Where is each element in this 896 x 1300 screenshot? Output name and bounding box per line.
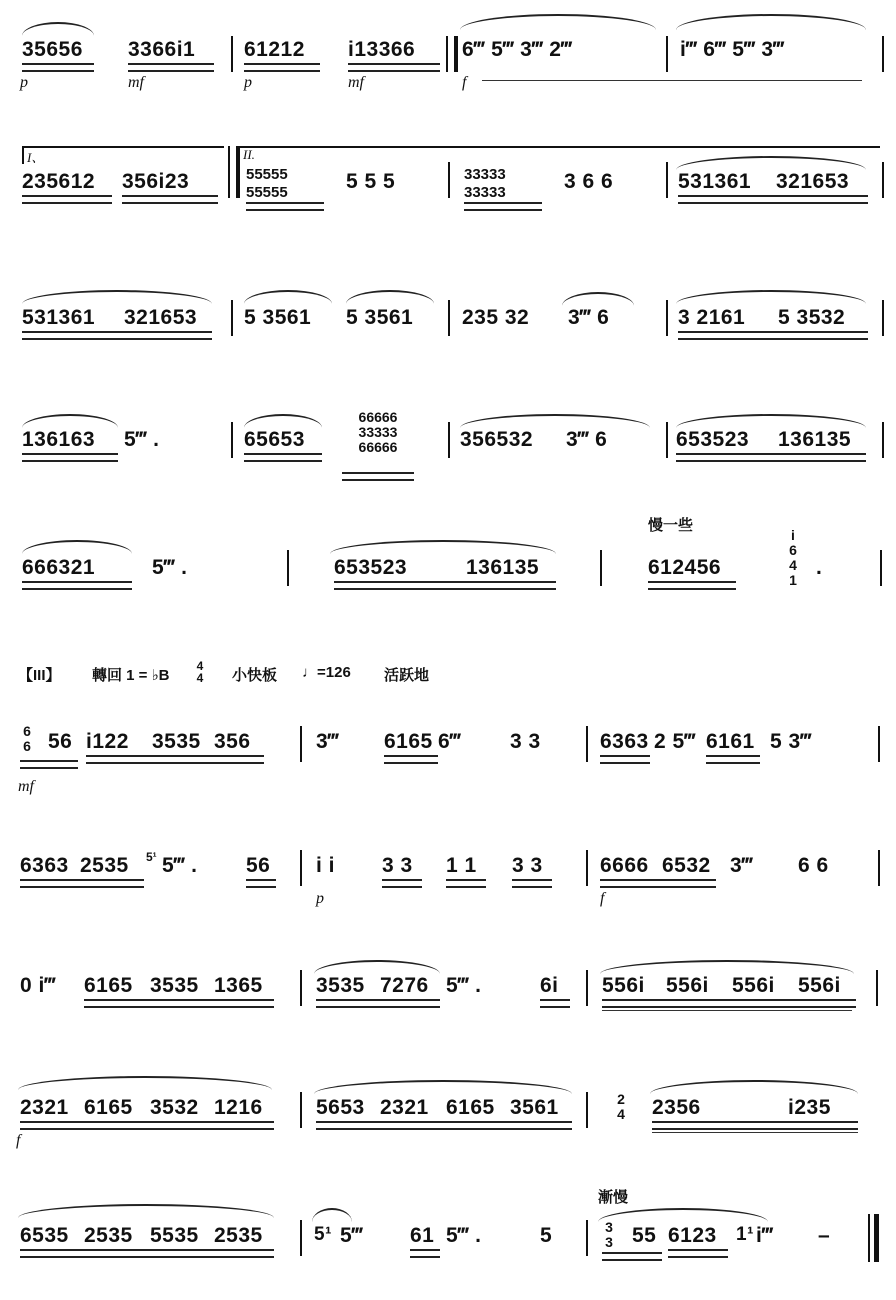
slur (598, 1208, 768, 1222)
barline (882, 36, 884, 72)
dynamic-f: f (600, 890, 605, 907)
chord-note: 3 (605, 1219, 613, 1235)
time-denominator: 4 (617, 1106, 625, 1122)
chord-note: i (791, 527, 795, 543)
volta-first: I、 (22, 146, 224, 164)
note-group: 653523 (334, 556, 408, 579)
note-group: 3535 (316, 974, 365, 997)
note-group: i‴ (756, 1224, 773, 1247)
note-group: 5 3561 (346, 306, 414, 329)
barline (231, 36, 233, 72)
beam (410, 1249, 440, 1258)
note-group: 5535 (150, 1224, 199, 1247)
dynamic-mf: mf (18, 778, 34, 795)
note-group: 5 3532 (778, 306, 846, 329)
note-group: 33333 (464, 184, 506, 201)
note-group: 6‴ (438, 730, 461, 753)
staff-row-6 (0, 712, 896, 795)
beam (22, 581, 132, 590)
note-group: 666321 (22, 556, 96, 579)
barline (880, 550, 882, 586)
note-group: 2 5‴ (654, 730, 696, 753)
barline (666, 36, 668, 72)
note-group: 6165 (84, 974, 133, 997)
note-group: 6363 (600, 730, 649, 753)
tempo-slower: 慢一些 (648, 517, 694, 534)
slur (314, 960, 440, 974)
note-group: 6‴ 5‴ 3‴ 2‴ (462, 38, 572, 61)
tempo-term: 小快板 (232, 667, 278, 684)
beam (20, 760, 78, 769)
beam (122, 195, 218, 204)
beam (602, 1252, 662, 1261)
note-group: 55555 (246, 166, 288, 183)
note-group: 6123 (668, 1224, 717, 1247)
barline (878, 850, 880, 886)
slur (18, 1076, 272, 1090)
chord-mid: 33333 (358, 424, 398, 440)
beam (382, 879, 422, 888)
note-group: 5 (540, 1224, 553, 1247)
note-group: 6532 (662, 854, 711, 877)
note-group: 556i (602, 974, 645, 997)
chord-note: 6 (789, 542, 797, 558)
note-group: 3561 (510, 1096, 559, 1119)
note-group: 6666 (600, 854, 649, 877)
note-group: 2321 (380, 1096, 429, 1119)
beam (22, 63, 94, 72)
chord-note: 1 (789, 572, 797, 588)
staff-row-7 (0, 836, 896, 916)
barline (287, 550, 289, 586)
beam (540, 999, 570, 1008)
repeat-start (446, 36, 458, 72)
beam (334, 581, 556, 590)
beam (600, 755, 650, 764)
time-denominator: 4 (196, 671, 204, 685)
slur (22, 290, 212, 304)
time-signature (614, 1092, 628, 1122)
barline (300, 1220, 302, 1256)
beam (244, 63, 320, 72)
note-group: 5‴ (340, 1224, 363, 1247)
beam (84, 999, 274, 1008)
dynamic-f: f (16, 1132, 21, 1149)
slur (562, 292, 634, 306)
beam (678, 331, 868, 340)
note-group: 3‴ (730, 854, 753, 877)
note-group: i122 (86, 730, 129, 753)
slur (330, 540, 556, 554)
dynamic-p: p (20, 74, 28, 91)
beam (244, 453, 322, 462)
slur (244, 414, 322, 428)
note-group: 5‴ . (124, 428, 160, 451)
beam (648, 581, 736, 590)
staff-row-5 (0, 517, 896, 600)
beam (86, 755, 264, 764)
slur (346, 290, 434, 304)
slur (460, 14, 656, 30)
final-barline-thick (874, 1214, 879, 1262)
beam (316, 1121, 572, 1130)
note-group: 556i (666, 974, 709, 997)
chord-bottom: 66666 (358, 439, 398, 455)
note-group: 2535 (80, 854, 129, 877)
barline (231, 422, 233, 458)
note-group: 1216 (214, 1096, 263, 1119)
note-group: 3 3 (512, 854, 543, 877)
note-group: 1365 (214, 974, 263, 997)
chord-note: 3 (605, 1234, 613, 1250)
note-group: 6i (540, 974, 559, 997)
note-group: i235 (788, 1096, 831, 1119)
chord-stack (20, 724, 34, 754)
note-group: 556i (798, 974, 841, 997)
barline (586, 970, 588, 1006)
expression-mark: 活跃地 (384, 667, 430, 684)
note-group: 3535 (150, 974, 199, 997)
note-group: 5 5 5 (346, 170, 396, 193)
note-group: 6363 (20, 854, 69, 877)
note-group: i‴ 6‴ 5‴ 3‴ (680, 38, 785, 61)
note-group: 531361 (678, 170, 752, 193)
key-change: 轉回 1 = ♭B (92, 667, 170, 684)
note-group: 7276 (380, 974, 429, 997)
beam (246, 879, 276, 888)
barline (666, 162, 668, 198)
chord-note: 6 (23, 723, 31, 739)
note-group: 3 3 (382, 854, 413, 877)
barline (882, 422, 884, 458)
slur (676, 290, 866, 304)
staff-row-10 (0, 1186, 896, 1286)
chord-note: 6 (23, 738, 31, 754)
note-group: 321653 (776, 170, 850, 193)
beam (22, 331, 212, 340)
slur (22, 540, 132, 554)
staff-row-1 (0, 20, 896, 100)
tempo-ritard: 漸慢 (598, 1189, 629, 1206)
note-group: 55 (632, 1224, 657, 1247)
note-group: 61 (410, 1224, 435, 1247)
slur (676, 14, 866, 30)
note-group: 5¹ (314, 1224, 332, 1245)
note-group: 3 2161 (678, 306, 746, 329)
beam (20, 1121, 274, 1130)
volta-second: II. (238, 146, 880, 164)
note-group: 0 i‴ (20, 974, 56, 997)
crescendo-line (482, 80, 862, 81)
barline (882, 162, 884, 198)
slur (18, 1204, 274, 1218)
barline (300, 970, 302, 1006)
staff-row-8 (0, 956, 896, 1036)
barline (666, 300, 668, 336)
staff-row-3 (0, 280, 896, 360)
beam (678, 195, 868, 204)
slur (600, 960, 854, 974)
barline (666, 422, 668, 458)
note-group: 56 (48, 730, 73, 753)
slur (22, 414, 118, 428)
slur (314, 1080, 572, 1094)
beam (20, 879, 144, 888)
dynamic-p: p (244, 74, 252, 91)
note-group: 5653 (316, 1096, 365, 1119)
beam (464, 202, 542, 211)
beam (512, 879, 552, 888)
barline (300, 1092, 302, 1128)
note-group: 235612 (22, 170, 96, 193)
note-group: 3535 (152, 730, 201, 753)
note-group: 33333 (464, 166, 506, 183)
note-group: 2321 (20, 1096, 69, 1119)
slur (22, 22, 94, 36)
section-mark: 【III】 (18, 667, 61, 684)
note-group: 5‴ . (446, 974, 482, 997)
note-group: 1 1 (446, 854, 477, 877)
barline (300, 726, 302, 762)
dynamic-p: p (316, 890, 324, 907)
beam (246, 202, 324, 211)
note-group: 3‴ 6 (568, 306, 610, 329)
barline (600, 550, 602, 586)
dynamic-mf: mf (348, 74, 364, 91)
metronome-mark: ♩=126 (302, 664, 351, 681)
dynamic-f: f (462, 74, 467, 91)
note-group: 6165 (84, 1096, 133, 1119)
chord-top: 66666 (358, 409, 398, 425)
barline (300, 850, 302, 886)
note-group: 6165 (446, 1096, 495, 1119)
slur (460, 414, 650, 428)
note-group: 3532 (150, 1096, 199, 1119)
note-group: 3 3 (510, 730, 541, 753)
grace-note: 5¹ (146, 850, 157, 864)
staff-row-2 (0, 140, 896, 220)
note-group: 356 (214, 730, 251, 753)
time-numerator: 2 (617, 1091, 625, 1107)
time-numerator: 4 (196, 659, 204, 673)
barline (878, 726, 880, 762)
beam (128, 63, 214, 72)
barline (876, 970, 878, 1006)
note-group: 321653 (124, 306, 198, 329)
note-group: 3‴ (316, 730, 339, 753)
beam (22, 195, 112, 204)
chord-note: 4 (789, 557, 797, 573)
note-group: 5 3‴ (770, 730, 812, 753)
chord-stack (602, 1220, 616, 1250)
note-group: 612456 (648, 556, 722, 579)
note-group: 2535 (214, 1224, 263, 1247)
beam (706, 755, 760, 764)
note-group: 6 6 (798, 854, 829, 877)
barline (448, 422, 450, 458)
beam (676, 453, 866, 462)
beam (652, 1121, 858, 1130)
note-group: 56 (246, 854, 271, 877)
barline (882, 300, 884, 336)
barline (586, 1220, 588, 1256)
note-group: 136135 (466, 556, 540, 579)
barline (448, 300, 450, 336)
dynamic-mf: mf (128, 74, 144, 91)
note-group: 6165 (384, 730, 433, 753)
barline (586, 726, 588, 762)
staff-row-9 (0, 1072, 896, 1152)
note-group: 2535 (84, 1224, 133, 1247)
note-group: 136135 (778, 428, 852, 451)
note-group: 3‴ 6 (566, 428, 608, 451)
crescendo-line (652, 1132, 858, 1133)
beam (602, 999, 856, 1008)
beam (20, 1249, 274, 1258)
note-group: 356532 (460, 428, 534, 451)
beam (600, 879, 716, 888)
note-group: 136163 (22, 428, 96, 451)
chord-stack (342, 410, 414, 455)
note-group: i13366 (348, 38, 416, 61)
note-group: 6535 (20, 1224, 69, 1247)
note-group: 2356 (652, 1096, 701, 1119)
note-group: 35656 (22, 38, 83, 61)
note-group: 55555 (246, 184, 288, 201)
note-group: . (816, 556, 823, 579)
beam (384, 755, 438, 764)
note-group: 653523 (676, 428, 750, 451)
note-group: 65653 (244, 428, 305, 451)
note-group: 5 3561 (244, 306, 312, 329)
note-group: 5‴ . (162, 854, 198, 877)
note-group: 6161 (706, 730, 755, 753)
slur (676, 414, 866, 428)
barline (448, 162, 450, 198)
note-group: 356i23 (122, 170, 190, 193)
slur (650, 1080, 858, 1094)
final-barline-thin (868, 1214, 870, 1262)
note-group: 5‴ . (152, 556, 188, 579)
note-group: 235 32 (462, 306, 530, 329)
beam (668, 1249, 728, 1258)
note-group: 556i (732, 974, 775, 997)
barline (586, 1092, 588, 1128)
beam (342, 472, 414, 481)
crescendo-line (602, 1010, 852, 1011)
slur (312, 1208, 352, 1222)
note-group: i i (316, 854, 336, 877)
beam (316, 999, 440, 1008)
section-header (0, 660, 896, 690)
note-group: 61212 (244, 38, 305, 61)
beam (446, 879, 486, 888)
note-group: 5‴ . (446, 1224, 482, 1247)
arpeggio-chord (786, 528, 800, 588)
barline (231, 300, 233, 336)
note-group: 531361 (22, 306, 96, 329)
staff-row-4 (0, 404, 896, 484)
time-signature (194, 660, 206, 684)
note-group: 1¹ (736, 1224, 754, 1245)
note-group: – (818, 1224, 831, 1247)
beam (348, 63, 440, 72)
slur (244, 290, 332, 304)
note-group: 3366i1 (128, 38, 196, 61)
barline (586, 850, 588, 886)
note-group: 3 6 6 (564, 170, 614, 193)
beam (22, 453, 118, 462)
